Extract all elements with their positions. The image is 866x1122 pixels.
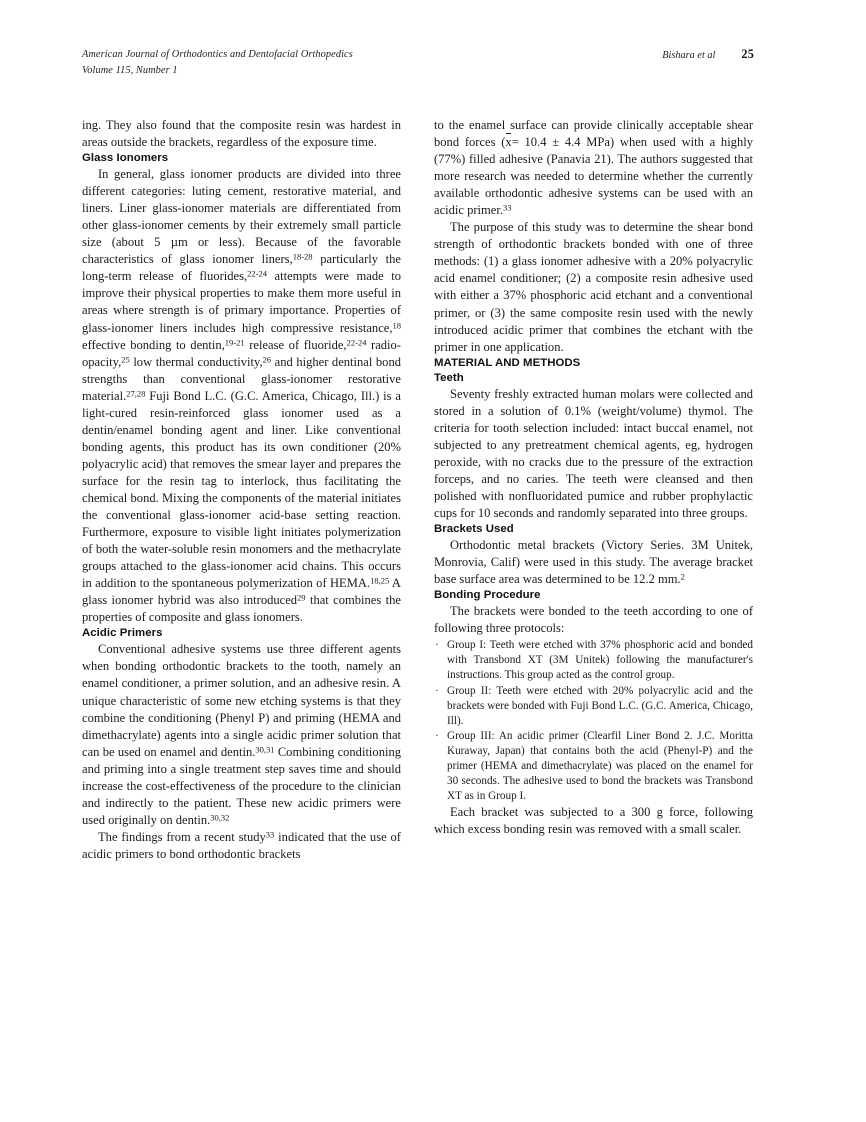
reference-marker: 27,28 — [126, 388, 146, 399]
paragraph-text: Conventional adhesive systems use three different agents when bonding orthodontic brackets to the tooth, namely an enamel conditioner, a primer solution, and an adhesive resin. A unique characteristic of some new etching systems is that they combine the conditioning (Phenyl P) and priming (HEMA and dimethacrylate) agents into a single acidic primer solution that can be used on enamel and dentin. — [82, 642, 401, 759]
paragraph-text: Seventy freshly extracted human molars were collected and stored in a solution of 0.1% (weight/volume) thymol. The criteria for tooth selection included: intact buccal enamel, not subjected to any pretreatment chemical agents, eg, hydrogen peroxide, with no cracks due to the pressure of the extraction forceps, and no caries. The teeth were cleansed and then polished with nonfluoridated pumice and rubber prophylactic cups for 10 seconds and randomly separated into three groups. — [434, 386, 753, 520]
paragraph-text: attempts were made to improve their physical properties to make them more useful in areas where strength is of primary importance. Properties of glass-ionomer liners includes high compressive resistance, — [82, 269, 401, 335]
paragraph-text: Combining conditioning and priming into a single treatment step saves time and should increase the cost-effectiveness of the procedure to the clinician and indirectly to the patient. These new acidic primers were used originally on dentin. — [82, 744, 401, 827]
paragraph-text: Each bracket was subjected to a 300 g force, following which excess bonding resin was removed with a small scaler. — [434, 805, 753, 837]
paragraph-text: The purpose of this study was to determine the shear bond strength of orthodontic brackets bonded with one of three methods: (1) a glass ionomer adhesive with a 20% polyacrylic acid enamel conditioner; (2) a composite resin adhesive used with either a 37% phosphoric acid etchant and a conventional primer, or (3) the same composite resin used with the newly introduced acidic primer that combines the etchant with the primer in one application. — [434, 220, 753, 354]
heading-bonding-procedure: Bonding Procedure — [434, 589, 541, 602]
paragraph-text: low thermal conductivity, — [129, 354, 263, 369]
paragraph-text: A glass ionomer hybrid was also introduced — [82, 576, 401, 608]
protocol-list — [434, 638, 753, 804]
paragraph-text: = 10.4 ± 4.4 MPa) when used with a highly (77%) filled adhesive (Panavia 21). The authors suggested that more research was needed to determine whether the currently available orthodontic adhesive systems can be used with an acidic primer. — [434, 135, 753, 218]
paragraph-text: In general, glass ionomer products are divided into three different categories: luting cement, restorative material, and liners. Liner glass-ionomer materials are differentiated from other glass-ionomer cements by their extremely small particle size (about 5 µm or less). Because of the favorable characteristics of glass ionomer liners, — [82, 167, 401, 267]
reference-marker: 18-28 — [292, 251, 313, 262]
reference-marker: 29 — [297, 592, 306, 603]
bullet-icon: · — [435, 684, 439, 697]
running-head-right — [662, 47, 754, 64]
paragraph-text: Fuji Bond L.C. (G.C. America, Chicago, Ill.) is a light-cured resin-reinforced glass ionomer used as a dentin/enamel bonding agent and liner. Like conventional bonding agents, this product has its own conditioner (20% polyacrylic acid) that removes the smear layer and prepares the surface for the resin tag to interlock, thus facilitating the chemical bond. Mixing the components of the material initiates the conventional glass-ionomer acid-base setting reaction. Furthermore, exposure to visible light initiates polymerization of both the water-soluble resin monomers and the methacrylate groups attached to the glass-ionomer acid chains. This occurs in addition to the spontaneous polymerization of HEMA. — [82, 388, 401, 591]
page-number: 25 — [741, 47, 754, 61]
paragraph-brackets-used — [434, 537, 753, 588]
paragraph-text: to the enamel surface can provide clinically acceptable shear bond forces ( — [434, 118, 753, 150]
reference-marker: 30,32 — [210, 812, 230, 823]
paragraph-continued — [82, 117, 401, 151]
paragraph-text: The findings from a recent study — [98, 829, 266, 844]
list-item — [434, 638, 753, 683]
author-citation: Bishara et al — [662, 50, 716, 61]
reference-marker: 22-24 — [247, 268, 267, 279]
paragraph-bonding-intro — [434, 603, 753, 637]
paragraph-text: release of fluoride, — [244, 337, 347, 352]
article-body — [82, 117, 754, 863]
paragraph-purpose — [434, 219, 753, 355]
reference-marker: 26 — [262, 354, 272, 365]
superscript-square: 2 — [680, 571, 685, 582]
heading-teeth: Teeth — [434, 371, 464, 384]
list-item-text: Group III: An acidic primer (Clearfil Liner Bond 2. J.C. Moritta Kuraway, Japan) that contains both the acid (Phenyl-P) and the primer (HEMA and dimethacrylate) was placed on the enamel for 30 seconds. The adhesive used to bond the brackets was Transbond XT as in Group I. — [447, 729, 753, 803]
reference-marker: 18,25 — [370, 575, 390, 586]
paragraph-text: Orthodontic metal brackets (Victory Series. 3M Unitek, Monrovia, Calif) were used in this study. The average bracket base surface area was determined to be 12.2 mm. — [434, 538, 753, 587]
reference-marker: 25 — [121, 354, 130, 365]
left-column — [82, 117, 401, 863]
paragraph-text: particularly the long-term release of fluorides, — [82, 252, 401, 284]
reference-marker: 19-21 — [224, 336, 245, 347]
paragraph-text: that combines the properties of composite and glass ionomers. — [82, 593, 401, 625]
reference-marker: 22-24 — [346, 336, 367, 347]
heading-brackets-used: Brackets Used — [434, 523, 514, 536]
paragraph-closing — [434, 804, 753, 838]
bullet-icon: · — [435, 729, 439, 742]
paragraph-text: The brackets were bonded to the teeth according to one of following three protocols: — [434, 604, 753, 636]
heading-acidic-primers: Acidic Primers — [82, 627, 163, 640]
reference-marker: 18 — [392, 319, 401, 330]
reference-marker: 30,31 — [255, 744, 275, 755]
paragraph-text: effective bonding to dentin, — [82, 337, 225, 352]
journal-title: American Journal of Orthodontics and Dentofacial Orthopedics — [82, 49, 353, 60]
paragraph-continued-right — [434, 117, 753, 219]
paragraph-text: indicated that the use of acidic primers to bond orthodontic brackets — [82, 829, 401, 861]
x-bar-symbol: x — [505, 134, 511, 151]
list-item-text: Group I: Teeth were etched with 37% phosphoric acid and bonded with Transbond XT (3M Unitek) following the manufacturer's instructions. This group acted as the control group. — [447, 639, 753, 682]
paragraph-teeth — [434, 386, 753, 522]
running-head-left — [82, 47, 353, 78]
list-item — [434, 729, 753, 804]
paragraph-acidic-primers-1 — [82, 641, 401, 829]
paragraph-glass-ionomers — [82, 166, 401, 626]
reference-marker: 33 — [502, 202, 512, 213]
right-column — [434, 117, 753, 863]
heading-material-and-methods: MATERIAL AND METHODS — [434, 356, 581, 369]
list-item-text: Group II: Teeth were etched with 20% polyacrylic acid and the brackets were bonded with Fuji Bond L.C. (G.C. America, Chicago, Ill). — [447, 684, 753, 727]
paragraph-text: radio-opacity, — [82, 337, 401, 369]
bullet-icon: · — [435, 639, 439, 652]
paragraph-acidic-primers-2 — [82, 829, 401, 863]
running-head — [82, 47, 754, 78]
reference-marker: 33 — [265, 829, 275, 840]
volume-issue: Volume 115, Number 1 — [82, 64, 178, 76]
paragraph-text: ing. They also found that the composite resin was hardest in areas outside the brackets, regardless of the exposure time. — [82, 118, 401, 150]
list-item — [434, 684, 753, 729]
paragraph-text: and higher dentinal bond strengths than conventional glass-ionomer restorative material. — [82, 354, 401, 403]
heading-glass-ionomers: Glass Ionomers — [82, 152, 169, 165]
